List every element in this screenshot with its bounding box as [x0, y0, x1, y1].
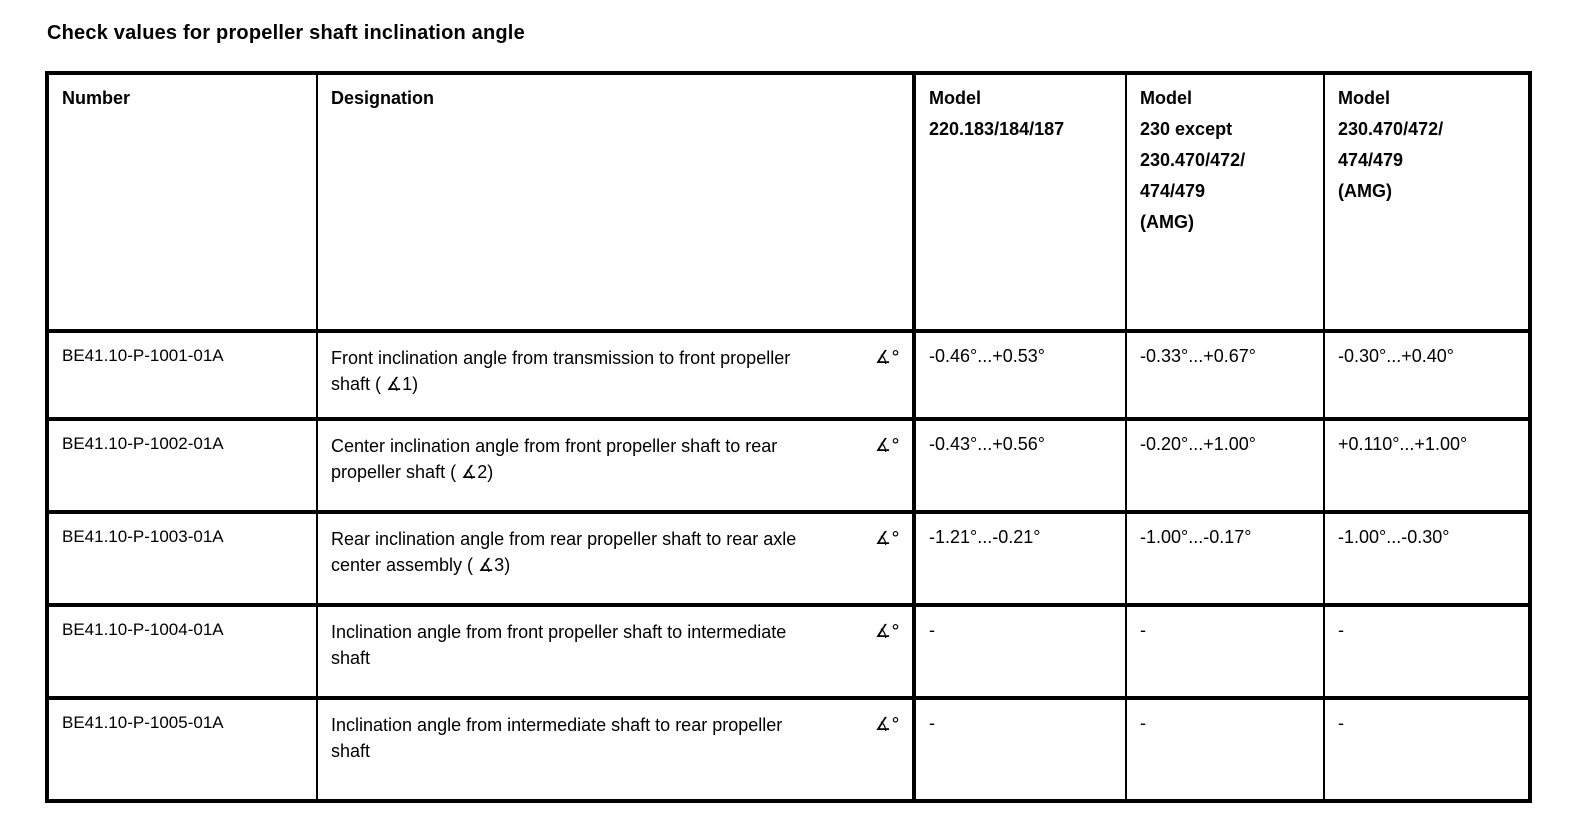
model-header-line: 474/479 [1140, 181, 1206, 201]
row-number: BE41.10-P-1002-01A [47, 419, 317, 512]
row-designation-cell [317, 605, 914, 698]
model-header-line: 230 except [1140, 119, 1233, 139]
row-designation-text: Center inclination angle from front propeller shaft to rear propeller shaft ( ∡2) [331, 436, 778, 482]
row-model-value: -0.43°...+0.56° [914, 419, 1126, 512]
measured-angle-degree-symbol: ∡° [874, 435, 900, 456]
model-header-line: Model [1338, 88, 1390, 108]
table-row [47, 605, 1530, 698]
model-header-line: 474/479 [1338, 150, 1404, 170]
measured-angle-degree-symbol: ∡° [874, 714, 900, 735]
row-designation-text: Inclination angle from front propeller shaft to intermediate shaft [331, 622, 787, 668]
header-row [47, 73, 1530, 331]
row-model-value: -0.33°...+0.67° [1126, 331, 1324, 419]
row-model-value: - [914, 605, 1126, 698]
model-header-line: 220.183/184/187 [929, 119, 1065, 139]
row-number: BE41.10-P-1001-01A [47, 331, 317, 419]
measured-angle-degree-symbol: ∡° [874, 621, 900, 642]
row-designation-cell [317, 698, 914, 801]
column-header-model-3 [1324, 73, 1530, 331]
row-designation-text: Rear inclination angle from rear propeller shaft to rear axle center assembly ( ∡3) [331, 529, 797, 575]
page-title: Check values for propeller shaft inclination angle [47, 22, 525, 44]
row-number: BE41.10-P-1005-01A [47, 698, 317, 801]
row-model-value: -1.00°...-0.30° [1324, 512, 1530, 605]
table-row [47, 698, 1530, 801]
measured-angle-degree-symbol: ∡° [874, 347, 900, 368]
model-header-line: Model [929, 88, 981, 108]
row-number: BE41.10-P-1003-01A [47, 512, 317, 605]
table-row [47, 512, 1530, 605]
row-model-value: - [1126, 605, 1324, 698]
model-header-line: Model [1140, 88, 1192, 108]
measured-angle-degree-symbol: ∡° [874, 528, 900, 549]
row-designation-cell [317, 419, 914, 512]
table-row [47, 331, 1530, 419]
column-header-designation: Designation [317, 73, 914, 331]
row-model-value: +0.110°...+1.00° [1324, 419, 1530, 512]
check-values-table [45, 71, 1532, 803]
row-designation-cell [317, 331, 914, 419]
row-number: BE41.10-P-1004-01A [47, 605, 317, 698]
row-model-value: - [914, 698, 1126, 801]
row-model-value: - [1324, 605, 1530, 698]
table-body [47, 331, 1530, 801]
model-header-line: (AMG) [1338, 181, 1392, 201]
row-model-value: -0.46°...+0.53° [914, 331, 1126, 419]
model-header-line: 230.470/472/ [1338, 119, 1444, 139]
row-model-value: -0.30°...+0.40° [1324, 331, 1530, 419]
column-header-model-2 [1126, 73, 1324, 331]
model-header-line: (AMG) [1140, 212, 1194, 232]
row-model-value: -1.00°...-0.17° [1126, 512, 1324, 605]
column-header-number: Number [47, 73, 317, 331]
table-row [47, 419, 1530, 512]
model-header-line: 230.470/472/ [1140, 150, 1246, 170]
row-model-value: - [1126, 698, 1324, 801]
column-header-model-1 [914, 73, 1126, 331]
row-designation-text: Inclination angle from intermediate shaft to rear propeller shaft [331, 715, 783, 761]
row-model-value: - [1324, 698, 1530, 801]
row-model-value: -0.20°...+1.00° [1126, 419, 1324, 512]
row-designation-cell [317, 512, 914, 605]
row-designation-text: Front inclination angle from transmission to front propeller shaft ( ∡1) [331, 348, 791, 394]
row-model-value: -1.21°...-0.21° [914, 512, 1126, 605]
